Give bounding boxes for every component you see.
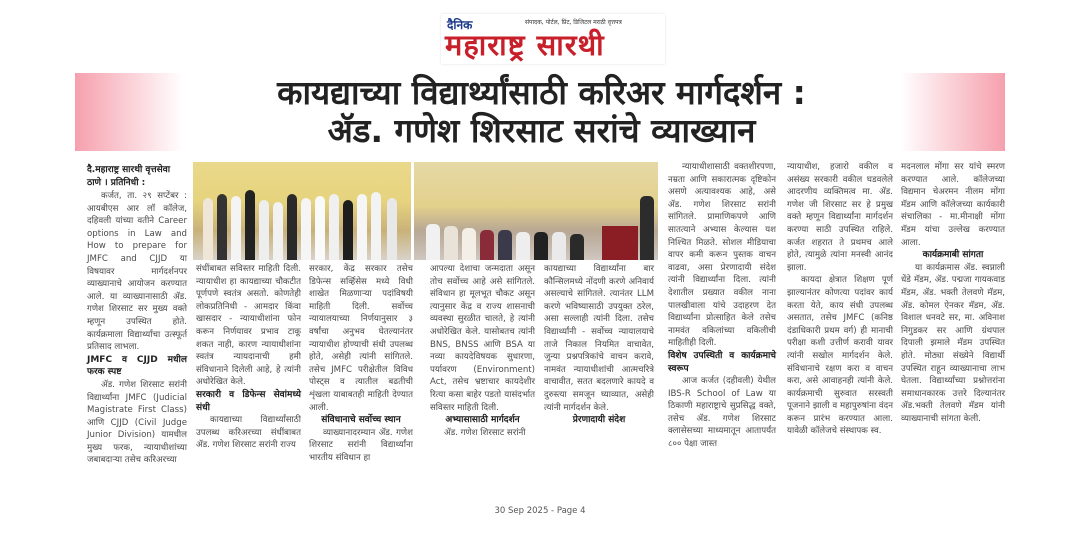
subheading: संविधानाचे सर्वोच्च स्थान <box>321 415 401 426</box>
podium <box>602 226 638 260</box>
masthead-name: महाराष्ट्र सारथी <box>445 28 605 62</box>
masthead-logo <box>441 14 665 64</box>
lecture-hall-photo <box>414 162 658 260</box>
article-paragraph: आपल्या देशाचा जन्मदाता असून तोच सर्वोच्च आहे असे सांगितले. संविधान हा मूलभूत चौकट असून त्यानुसार केंद्र व राज्य शासनाची व्यवस्था सुरळीत चालते, हे त्यांनी अधोरेखित केले. यासोबतच त्यांनी BNS, BNSS आणि BSA या नव्या कायदेविषयक सुधारणा, पर्यावरण (Environment) Act, तसेच भ्रष्टाचार कायदेशीर रित्या कसा बाहेर पडतो यासंदर्भात सविस्तर माहिती दिली. <box>430 264 535 413</box>
article-column-7 <box>787 161 893 438</box>
article-column-1 <box>87 164 187 467</box>
subheading: प्रेरणादायी संदेश <box>572 415 626 426</box>
article-paragraph: संधींबाबत सविस्तर माहिती दिली. न्यायाधीश हा कायद्याच्या चौकटीत पूर्णपणे स्वतंत्र असतो. कोणतेही लोकप्रतिनिधी - आमदार किंवा खासदार - न्यायाधीशांना फोन करून निर्णयावर प्रभाव टाकू शकत नाही, कारण न्यायाधीशांना स्वतंत्र न्यायदानाची हमी संविधानाने दिलेली आहे, हे त्यांनी अधोरेखित केले. <box>196 264 301 388</box>
article-column-6 <box>668 161 776 451</box>
article-paragraph: न्यायाधीशासाठी वक्तशीरपणा, नम्रता आणि सकारात्मक दृष्टिकोन असणे अत्यावश्यक आहे, असे ॲड. गणेश शिरसाट सरांनी सांगितले. प्रामाणिकपणे आणि सातत्याने अभ्यास केल्यास यश निश्चित मिळते. सोशल मीडियाचा वापर कमी करून पुस्तक वाचन वाढवा, असा प्रेरणादायी संदेश त्यांनी विद्यार्थ्यांना दिला. त्यांनी देशातील प्रख्यात वकील नाना पालखीवाला यांचे उदाहरण देत विद्यार्थ्यांना प्रोत्साहित केले तसेच नामवंत वकिलांच्या वकिलीची माहितीही दिली. <box>668 162 776 349</box>
subheading: विशेष उपस्थिती व कार्यक्रमाचे स्वरूप <box>668 350 776 374</box>
article-paragraph: व्याख्यानादरम्यान ॲड. गणेश शिरसाट सरांनी विद्यार्थ्यांना भारतीय संविधान हा <box>309 427 413 463</box>
subheading: कार्यक्रमाबी सांगता <box>922 250 984 261</box>
article-column-5 <box>544 263 654 427</box>
article-paragraph: मदनलाल मोंगा सर यांचे स्मरण करण्यात आले. कॉलेजच्या विद्यमान चेअरमन नीलम मोंगा मॅडम आणि कॉलेजच्या कार्यकारी संचालिका - मा.मीनाक्षी मोंगा मॅडम यांचा उल्लेख करण्यात आला. <box>901 162 1005 248</box>
masthead-daily: दैनिक <box>447 18 473 32</box>
masthead-tagline: संपादक, पोर्टल, प्रिंट, डिजिटल मराठी वृत्तपत्र <box>525 19 622 26</box>
article-column-2 <box>196 263 301 452</box>
article-paragraph: या कार्यक्रमास ॲड. स्वप्नाली धेंडे मॅडम, ॲड. पद्मजा गायकवाड मॅडम, ॲड. भक्ती तेलवणे मॅडम, ॲड. कोमल ऐनकर मॅडम, ॲड. विशाल धनवटे सर, मा. अविनाश निगुडकर सर आणि ग्रंथपाल दिपाली झमाले मॅडम उपस्थित होते. मोठ्या संख्येने विद्यार्थी उपस्थित राहून व्याख्यानाचा लाभ घेतला. विद्यार्थ्यांच्या प्रश्नोत्तरांना समाधानकारक उत्तरे दिल्यानंतर ॲड.भक्ती तेलवणे मॅडम यांनी व्याख्यानाची सांगता केली. <box>901 262 1005 424</box>
headline-line-2: ॲड. गणेश शिरसाट सरांचे व्याख्यान <box>327 111 756 150</box>
byline-agency: दै.महाराष्ट्र सारथी वृत्तसेवा <box>87 165 171 175</box>
article-paragraph: कर्जत, ता. २९ सप्टेंबर : आयबीएस आर लॉ कॉलेज, दहिवली यांच्या वतीने Career options in Law and How to prepare for JMFC and CJJD या विषयावर मार्गदर्शनपर व्याख्यानाचे आयोजन करण्यात आले. या व्याख्यानासाठी ॲड. गणेश शिरसाट सर मुख्य वक्ते म्हणून उपस्थित होते. कार्यक्रमाला विद्यार्थ्यांचा उत्स्फूर्त प्रतिसाद लाभला. <box>87 191 187 353</box>
group-photo <box>193 162 411 260</box>
subheading: सरकारी व डिफेन्स सेवांमध्ये संधी <box>196 389 301 413</box>
article-paragraph: ॲड. गणेश शिरसाट सरांनी <box>444 427 526 438</box>
article-paragraph: सरकार, केंद्र सरकार तसेच डिफेन्स सर्व्हिसेस मध्ये विधी शाखेत मिळणाऱ्या पदांविषयी माहिती दिली. सर्वोच्च न्यायालयाच्या निर्णयानुसार ३ वर्षांचा अनुभव घेतल्यानंतर न्यायाधीश होण्याची संधी उपलब्ध होते, असेही त्यांनी सांगितले. तसेच JMFC परीक्षेतील विविध पोस्ट्स व त्यातील बढतीची शृंखला याबाबतही माहिती देण्यात आली. <box>309 264 413 413</box>
article-paragraph: ॲड. गणेश शिरसाट सरांनी विद्यार्थ्यांना JMFC (Judicial Magistrate First Class) आणि CJJD (Civil Judge Junior Division) यामधील मुख्य फरक, न्यायाधीशांच्या जबाबदाऱ्या तसेच करिअरच्या <box>87 379 187 466</box>
article-paragraph: आज कर्जत (दहीवली) येथील IBS-R School of Law या ठिकाणी महाराष्ट्राचे सुप्रसिद्ध वक्ते, तसेच ॲड. गणेश शिरसाट क्लासेसच्या माध्यमातून आतापर्यंत ८०० पेक्षा जास्त <box>668 376 776 450</box>
article-paragraph: कायदा क्षेत्रात शिक्षण पूर्ण झाल्यानंतर कोणत्या पदांवर कार्य करता येते, काय संधी उपलब्ध असतात, तसेच JMFC (कनिष्ठ दंडाधिकारी प्रथम वर्ग) ही मानाची परीक्षा कशी उत्तीर्ण करावी यावर त्यांनी सखोल मार्गदर्शन केले. संविधानाचे रक्षण करा व वाचन करा, असे आवाहनही त्यांनी केले. कार्यक्रमाची सुरुवात सरस्वती पूजनाने झाली व महापुरुषांना वंदन करून प्रारंभ करण्यात आला. यावेळी कॉलेजचे संस्थापक स्व. <box>787 275 893 437</box>
subheading: अभ्यासासाठी मार्गदर्शन <box>445 415 520 426</box>
headline-band-right <box>900 73 1005 151</box>
article-paragraph: कायद्याच्या विद्यार्थ्यांसाठी उपलब्ध करिअरच्या संधींबाबत ॲड. गणेश शिरसाट सरांनी राज्य <box>196 415 301 451</box>
article-column-4 <box>430 263 535 439</box>
page-footer-date: 30 Sep 2025 - Page 4 <box>494 506 586 516</box>
headline-band-left <box>75 73 183 151</box>
headline-line-1: कायद्याच्या विद्यार्थ्यांसाठी करिअर मार्गदर्शन : <box>277 73 806 112</box>
article-column-3 <box>309 263 413 465</box>
article-paragraph: कायद्याच्या विद्यार्थ्यांना बार कौन्सिलमध्ये नोंदणी करणे अनिवार्य असल्याचे सांगितले. त्यानंतर LLM करणे भविष्यासाठी उपयुक्त ठरेल, असा सल्लाही त्यांनी दिला. तसेच विद्यार्थ्यांनी - सर्वोच्च न्यायालयाचे ताजे निकाल नियमित वाचावेत, जुन्या प्रश्नपत्रिकांचे वाचन करावे, नामवंत न्यायाधीशांची आत्मचरित्रे वाचावीत, सतत बदलणारे कायदे व दुरुस्त्या समजून घ्याव्यात, असेही त्यांनी मार्गदर्शन केले. <box>544 264 654 413</box>
subheading: JMFC व CJJD मधील फरक स्पष्ट <box>87 354 187 378</box>
byline-location: ठाणे । प्रतिनिधी : <box>87 178 146 188</box>
article-paragraph: न्यायाधीश, हजारो वकील व असंख्य सरकारी वकील घडवलेले आदरणीय व्यक्तिमत्व मा. ॲड. गणेश जी शिरसाट सर हे प्रमुख वक्ते म्हणून विद्यार्थ्यांना मार्गदर्शन करण्या साठी उपस्थित राहिले. कर्जत शहरात ते प्रथमच आले होते, त्यामुळे त्यांना मनस्वी आनंद झाला. <box>787 162 893 273</box>
article-column-8 <box>901 161 1005 425</box>
page-title <box>183 74 900 150</box>
